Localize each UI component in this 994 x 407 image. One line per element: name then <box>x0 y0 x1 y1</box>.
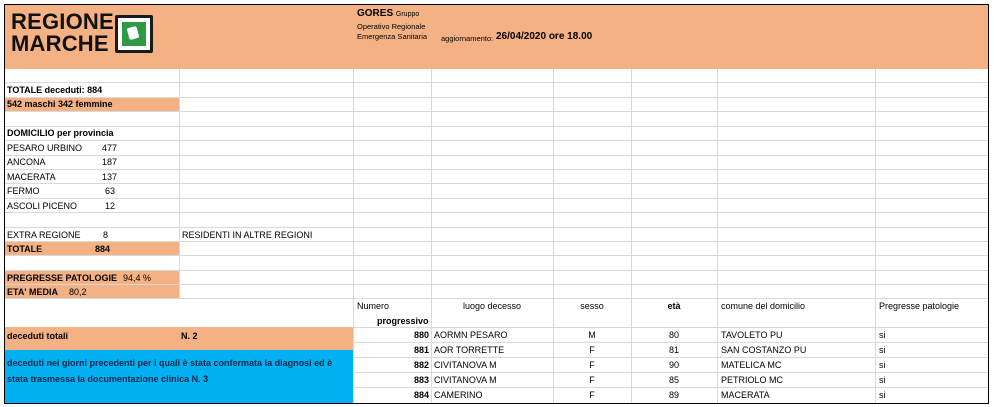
header-sesso: sesso <box>580 301 604 311</box>
province-count: 63 <box>104 186 115 196</box>
row-eta: 81 <box>668 345 679 355</box>
org-suffix: Gruppo <box>395 11 420 18</box>
note-line-1: deceduti nei giorni precedenti per i quali è stata confermata la diagnosi ed è <box>7 358 333 368</box>
update-value: 26/04/2020 ore 18.00 <box>496 31 593 42</box>
eta-media-value: 80,2 <box>69 287 87 297</box>
row-comune: MACERATA <box>721 390 770 400</box>
province-count: 477 <box>101 143 117 153</box>
province-name: MACERATA <box>7 172 56 182</box>
org-title <box>357 8 419 20</box>
totale-value: 884 <box>95 244 111 254</box>
extra-region-label: EXTRA REGIONE <box>7 230 81 240</box>
row-comune: SAN COSTANZO PU <box>721 345 807 355</box>
org-name: GORES <box>357 8 394 19</box>
row-pregresse: si <box>879 345 886 355</box>
province-heading: DOMICILIO per provincia <box>7 128 114 138</box>
header-numero: Numero <box>357 301 390 311</box>
row-pregresse: si <box>879 330 886 340</box>
row-comune: PETRIOLO MC <box>721 375 784 385</box>
regione-emblem-icon <box>115 15 153 53</box>
logo-line-2: MARCHE <box>11 31 109 56</box>
row-pregresse: si <box>879 360 886 370</box>
totale-label: TOTALE <box>7 244 43 254</box>
row-luogo: AOR TORRETTE <box>434 345 505 355</box>
province-name: FERMO <box>7 186 40 196</box>
row-sesso: F <box>589 375 595 385</box>
province-name: PESARO URBINO <box>7 143 83 153</box>
row-num: 881 <box>413 345 429 355</box>
row-num: 882 <box>413 360 429 370</box>
province-name: ANCONA <box>7 157 46 167</box>
update-label: aggiornamento: <box>441 34 494 43</box>
row-luogo: AORMN PESARO <box>434 330 508 340</box>
header-comune: comune del domicilio <box>721 301 806 311</box>
eta-media-label: ETA' MEDIA <box>7 287 58 297</box>
row-pregresse: si <box>879 390 886 400</box>
org-line-3: Emergenza Sanitaria <box>357 32 428 41</box>
row-comune: MATELICA MC <box>721 360 782 370</box>
header-pregresse: Pregresse patologie <box>879 301 960 311</box>
logo-text <box>11 11 114 55</box>
row-luogo: CIVITANOVA M <box>434 375 497 385</box>
total-deceased: TOTALE deceduti: 884 <box>7 85 103 95</box>
row-eta: 80 <box>668 330 679 340</box>
header-progressivo: progressivo <box>377 316 429 326</box>
row-luogo: CIVITANOVA M <box>434 360 497 370</box>
row-sesso: F <box>589 390 595 400</box>
province-count: 12 <box>104 201 115 211</box>
header-luogo: luogo decesso <box>462 301 522 311</box>
header-eta: età <box>667 301 681 311</box>
patologie-label: PREGRESSE PATOLOGIE <box>7 273 118 283</box>
province-count: 137 <box>101 172 117 182</box>
province-name: ASCOLI PICENO <box>7 201 78 211</box>
row-num: 880 <box>413 330 429 340</box>
extra-region-count: 8 <box>103 230 109 240</box>
row-eta: 89 <box>668 390 679 400</box>
row-luogo: CAMERINO <box>434 390 483 400</box>
extra-region-note: RESIDENTI IN ALTRE REGIONI <box>182 230 313 240</box>
row-eta: 90 <box>668 360 679 370</box>
row-sesso: F <box>589 345 595 355</box>
row-sesso: F <box>589 360 595 370</box>
row-eta: 85 <box>668 375 679 385</box>
row-pregresse: si <box>879 375 886 385</box>
spreadsheet <box>4 4 989 404</box>
note-line-2: stata trasmessa la documentazione clinica N. 3 <box>7 374 209 384</box>
row-num: 883 <box>413 375 429 385</box>
row-sesso: M <box>588 330 596 340</box>
deceduti-totali-value: N. 2 <box>181 331 198 341</box>
logo-line-1: REGIONE <box>11 9 114 34</box>
org-line-2: Operativo Regionale <box>357 22 426 31</box>
gender-breakdown: 542 maschi 342 femmine <box>7 99 113 109</box>
row-comune: TAVOLETO PU <box>721 330 783 340</box>
patologie-value: 94,4 % <box>123 273 152 283</box>
province-count: 187 <box>101 157 117 167</box>
deceduti-totali-label: deceduti totali <box>7 331 69 341</box>
regione-marche-logo <box>11 11 161 61</box>
row-num: 884 <box>413 390 429 400</box>
